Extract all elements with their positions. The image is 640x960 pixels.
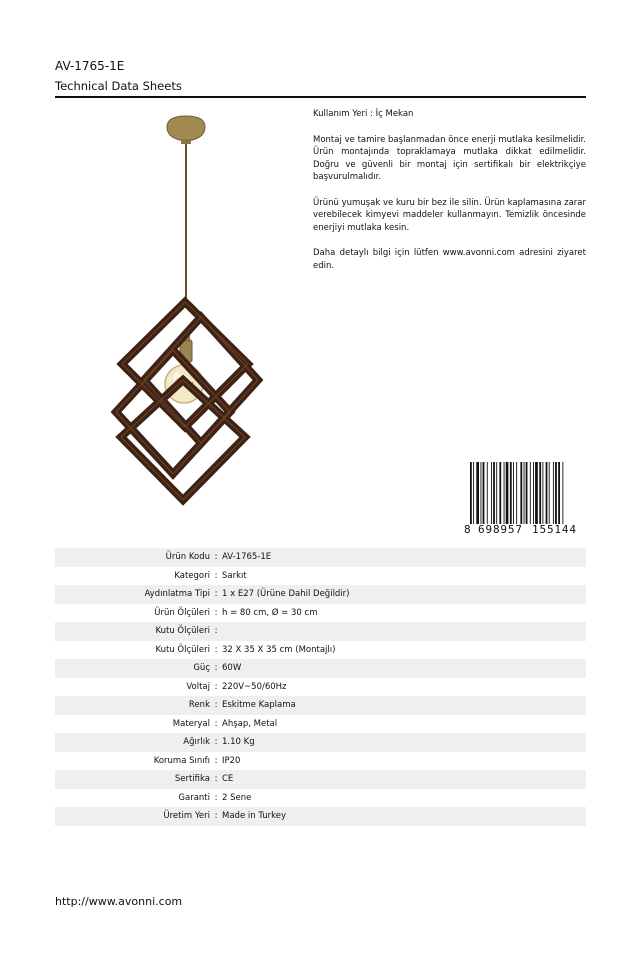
barcode-bar: [510, 462, 512, 524]
spec-row: [55, 641, 586, 660]
spec-row: [55, 548, 586, 567]
barcode-digits-left: 698957: [478, 523, 522, 536]
barcode-bar: [553, 462, 554, 524]
spec-label: Ürün Kodu: [165, 552, 210, 563]
spec-separator: :: [214, 718, 218, 729]
spec-value: h = 80 cm, Ø = 30 cm: [222, 607, 318, 618]
barcode-bars: [470, 462, 563, 524]
spec-separator: :: [214, 737, 218, 748]
spec-label: Garanti: [178, 792, 210, 803]
spec-separator: :: [214, 589, 218, 600]
spec-value: 60W: [222, 663, 242, 674]
barcode-bar: [473, 462, 474, 524]
safety-paragraph: Montaj ve tamire başlanmadan önce enerji mutlaka kesilmelidir. Ürün montajında topraklamaya mutlaka dikkat edilmelidir. Doğru ve güvenli bir montaj için sertifikalı bir elektrikçiye başvurulmalıdır.: [313, 134, 586, 182]
barcode-bar: [546, 462, 548, 524]
spec-row: [55, 659, 586, 678]
spec-value: 2 Sene: [222, 792, 252, 803]
barcode-bar: [493, 462, 495, 524]
spec-label: Ağırlık: [183, 737, 210, 748]
spec-separator: :: [214, 663, 218, 674]
cleaning-paragraph: Ürünü yumuşak ve kuru bir bez ile silin. Ürün kaplamasına zarar verebilecek kimyevi maddeler kullanmayın. Temizlik öncesinde enerjiyi mutlaka kesin.: [313, 197, 586, 233]
spec-label: Aydınlatma Tipi: [144, 589, 210, 600]
barcode-bar: [542, 462, 543, 524]
spec-value: Eskitme Kaplama: [222, 700, 296, 711]
spec-label: Renk: [188, 700, 210, 711]
spec-separator: :: [214, 570, 218, 581]
spec-row: [55, 585, 586, 604]
spec-label: Üretim Yeri: [163, 811, 210, 822]
spec-value: 32 X 35 X 35 cm (Montajlı): [222, 644, 336, 655]
spec-value: AV-1765-1E: [222, 552, 272, 563]
info-text: [313, 108, 586, 285]
barcode-bar: [555, 462, 557, 524]
barcode-bar: [562, 462, 563, 524]
barcode-bar: [487, 462, 488, 524]
spec-table: [55, 548, 586, 826]
spec-label: Kategori: [174, 570, 210, 581]
spec-value: 1 x E27 (Ürüne Dahil Değildir): [222, 589, 350, 600]
document-subtitle: Technical Data Sheets: [55, 79, 182, 93]
barcode-bar: [499, 462, 501, 524]
spec-separator: :: [214, 774, 218, 785]
spec-value: 1.10 Kg: [222, 737, 255, 748]
spec-label: Kutu Ölçüleri: [155, 626, 210, 637]
barcode-bar: [530, 462, 531, 524]
footer-url: http://www.avonni.com: [55, 895, 183, 908]
barcode-bar: [491, 462, 492, 524]
barcode-bar: [535, 462, 538, 524]
spec-label: Sertifika: [174, 774, 210, 785]
spec-separator: :: [214, 626, 218, 637]
barcode-bar: [504, 462, 505, 524]
spec-value: Made in Turkey: [222, 811, 286, 822]
spec-separator: :: [214, 792, 218, 803]
barcode-bar: [520, 462, 522, 524]
spec-label: Voltaj: [186, 681, 210, 692]
spec-separator: :: [214, 700, 218, 711]
spec-separator: :: [214, 681, 218, 692]
spec-value: 220V~50/60Hz: [222, 681, 287, 692]
spec-row: [55, 807, 586, 826]
barcode-bar: [481, 462, 482, 524]
barcode-bar: [496, 462, 497, 524]
barcode-bar: [506, 462, 509, 524]
barcode-bar: [476, 462, 479, 524]
spec-label: Kutu Ölçüleri: [155, 644, 210, 655]
spec-label: Koruma Sınıfı: [153, 755, 210, 766]
spec-row: [55, 696, 586, 715]
spec-row: [55, 604, 586, 623]
barcode-bar: [558, 462, 560, 524]
spec-row: [55, 789, 586, 808]
header-divider: [55, 96, 586, 98]
spec-label: Materyal: [172, 718, 210, 729]
spec-row: [55, 770, 586, 789]
document-header: [55, 58, 585, 94]
spec-separator: :: [214, 644, 218, 655]
model-code: AV-1765-1E: [55, 59, 125, 73]
barcode-bar: [539, 462, 541, 524]
barcode-digits-right: 155144: [532, 523, 576, 536]
spec-row: [55, 752, 586, 771]
spec-row: [55, 567, 586, 586]
barcode-bar: [483, 462, 485, 524]
barcode-digit-first: 8: [464, 523, 471, 536]
barcode-bar: [516, 462, 517, 524]
spec-row: [55, 678, 586, 697]
barcode-bar: [513, 462, 514, 524]
website-paragraph: Daha detaylı bilgi için lütfen www.avonni.com adresini ziyaret edin.: [313, 248, 586, 271]
usage-location: Kullanım Yeri : İç Mekan: [313, 109, 414, 119]
pendant-lamp-image: [95, 112, 275, 507]
spec-value: IP20: [222, 755, 241, 766]
barcode-bar: [549, 462, 550, 524]
spec-label: Ürün Ölçüleri: [154, 607, 210, 618]
spec-separator: :: [214, 755, 218, 766]
spec-row: [55, 622, 586, 641]
spec-row: [55, 733, 586, 752]
barcode-bar: [533, 462, 534, 524]
spec-separator: :: [214, 607, 218, 618]
spec-row: [55, 715, 586, 734]
spec-value: Sarkıt: [222, 570, 247, 581]
barcode-bar: [526, 462, 528, 524]
spec-separator: :: [214, 552, 218, 563]
barcode: [462, 460, 586, 536]
spec-value: Ahşap, Metal: [222, 718, 278, 729]
barcode-bar: [524, 462, 525, 524]
spec-value: CE: [222, 774, 234, 785]
barcode-bar: [470, 462, 472, 524]
spec-label: Güç: [193, 663, 210, 674]
spec-separator: :: [214, 811, 218, 822]
